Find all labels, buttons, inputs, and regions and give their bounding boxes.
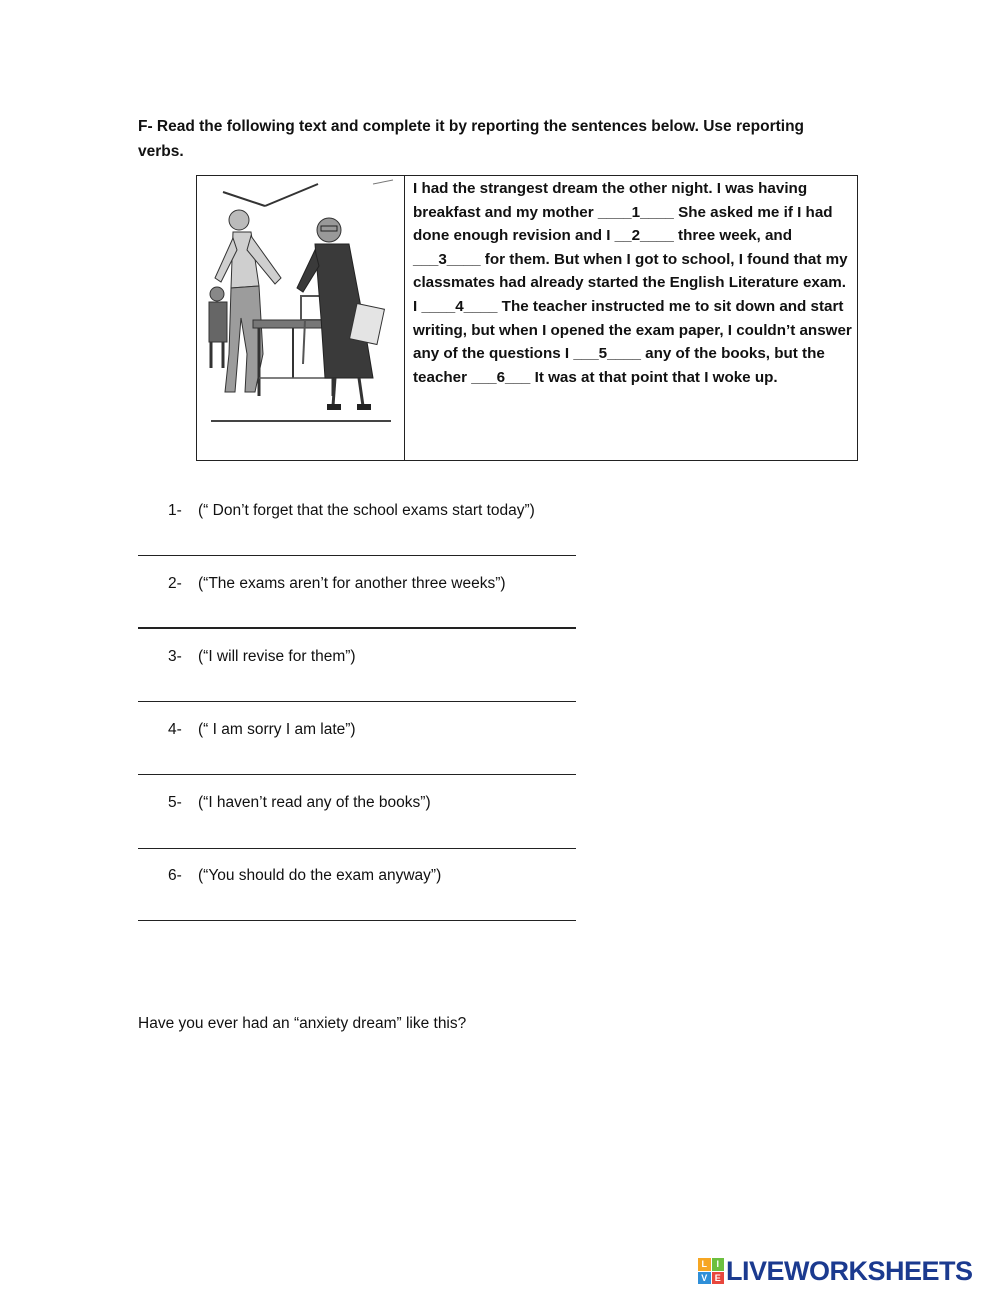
- item-6: [168, 866, 441, 886]
- answer-line-6[interactable]: [138, 920, 576, 921]
- item-number: 3-: [168, 648, 182, 665]
- item-text: (“The exams aren’t for another three weeks”): [198, 575, 506, 592]
- instructions: F- Read the following text and complete it by reporting the sentences below. Use reporting verbs.: [138, 118, 805, 160]
- item-number: 4-: [168, 721, 182, 738]
- item-5: [168, 793, 431, 813]
- item-number: 2-: [168, 575, 182, 592]
- item-text: (“I will revise for them”): [198, 648, 356, 665]
- liveworksheets-logo: [698, 1257, 973, 1285]
- item-number: 1-: [168, 502, 182, 519]
- item-text: (“ I am sorry I am late”): [198, 721, 356, 738]
- item-3: [168, 647, 356, 667]
- box-divider: [404, 176, 405, 460]
- item-number: 6-: [168, 867, 182, 884]
- answer-line-4[interactable]: [138, 774, 576, 775]
- item-number: 5-: [168, 794, 182, 811]
- story-box: [196, 175, 858, 461]
- logo-mark-letter: V: [698, 1272, 711, 1285]
- logo-text: LIVEWORKSHEETS: [726, 1255, 973, 1286]
- item-text: (“ Don’t forget that the school exams start today”): [198, 502, 535, 519]
- item-text: (“I haven’t read any of the books”): [198, 794, 431, 811]
- item-text: (“You should do the exam anyway”): [198, 867, 442, 884]
- logo-mark-icon: [698, 1258, 724, 1284]
- logo-mark-letter: E: [712, 1272, 725, 1285]
- item-2: [168, 574, 506, 594]
- answer-line-5[interactable]: [138, 848, 576, 849]
- answer-line-1[interactable]: [138, 555, 576, 556]
- item-1: [168, 501, 535, 521]
- exam-room-illustration: [203, 178, 399, 428]
- answer-line-3[interactable]: [138, 701, 576, 702]
- closing-question: Have you ever had an “anxiety dream” like this?: [138, 1015, 467, 1032]
- answer-line-2[interactable]: [138, 627, 576, 629]
- logo-mark-letter: I: [712, 1258, 725, 1271]
- logo-mark-letter: L: [698, 1258, 711, 1271]
- item-4: [168, 720, 356, 740]
- story-passage: I had the strangest dream the other night. I was having breakfast and my mother ____1____ She asked me if I had done enough revision and I __2____ three week, and ___3____ for them. But when I got to school, I found that my classmates had already started the English Literature exam. I ____4____ The teacher instructed me to sit down and start writing, but when I opened the exam paper, I couldn’t answer any of the questions I ___5____ any of the books, but the teacher ___6___ It was at that point that I woke up.: [413, 180, 852, 386]
